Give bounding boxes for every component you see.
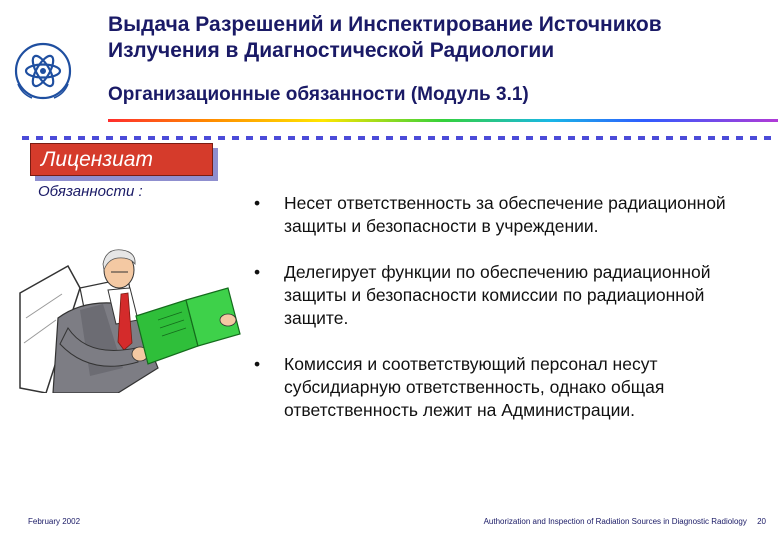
man-reading-folder-icon [18, 248, 243, 393]
bullet-marker: • [254, 354, 261, 374]
rainbow-divider [108, 119, 778, 122]
title-line-2: Излучения в Диагностической Радиологии [108, 39, 555, 62]
list-item [252, 261, 752, 330]
list-item-text: Делегирует функции по обеспечению радиационной защиты и безопасности комиссии по радиационной защите. [284, 262, 711, 328]
bullet-marker: • [254, 262, 261, 282]
iaea-atom-logo-icon [12, 40, 74, 102]
duties-list [252, 192, 752, 445]
page-number: 20 [757, 517, 766, 526]
footer-course-title: Authorization and Inspection of Radiation Sources in Diagnostic Radiology [483, 517, 747, 526]
footer-course [484, 517, 766, 526]
list-item [252, 192, 752, 238]
page-subtitle: Организационные обязанности (Модуль 3.1) [108, 84, 529, 105]
page-title [108, 12, 768, 64]
list-item-text: Комиссия и соответствующий персонал несут субсидиарную ответственность, однако общая ответственность лежит на Администрации. [284, 354, 665, 420]
footer-date: February 2002 [28, 517, 81, 526]
dashed-divider [22, 136, 778, 140]
bullet-marker: • [254, 193, 261, 213]
title-line-1: Выдача Разрешений и Инспектирование Источников [108, 13, 662, 36]
list-item [252, 353, 752, 422]
list-item-text: Несет ответственность за обеспечение радиационной защиты и безопасности в учреждении. [284, 193, 726, 236]
licensee-label-box: Лицензиат [30, 143, 213, 176]
duties-label: Обязанности : [38, 183, 143, 200]
